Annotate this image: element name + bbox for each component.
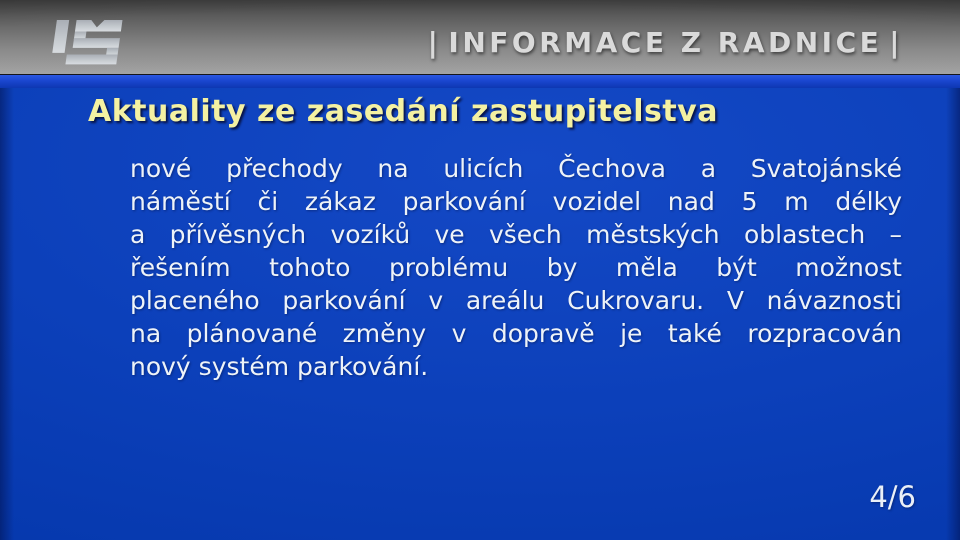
body-line: nový systém parkování. <box>130 352 429 381</box>
page-indicator: 4/6 <box>869 480 916 514</box>
title-right-bar: | <box>889 26 903 59</box>
body-line: náměstí či zákaz parkování vozidel nad 5 m délky <box>130 187 902 216</box>
slide-heading: Aktuality ze zasedání zastupitelstva <box>88 94 718 129</box>
header-title-text: INFORMACE Z RADNICE <box>448 26 883 59</box>
body-line: a přívěsných vozíků ve všech městských oblastech – <box>130 220 902 249</box>
blue-accent-strip <box>0 75 960 88</box>
title-left-bar: | <box>427 26 442 59</box>
body-line: placeného parkování v areálu Cukrovaru. V návaznosti <box>130 286 902 315</box>
body-line: řešením tohoto problému by měla být možnost <box>130 253 902 282</box>
body-line: nové přechody na ulicích Čechova a Svatojánské <box>130 154 902 183</box>
header-title <box>421 26 910 59</box>
is-town-logo-icon <box>44 15 126 71</box>
body-line: na plánované změny v dopravě je také rozpracován <box>130 319 902 348</box>
header-bar <box>0 0 960 74</box>
slide-body-paragraph <box>130 152 902 383</box>
